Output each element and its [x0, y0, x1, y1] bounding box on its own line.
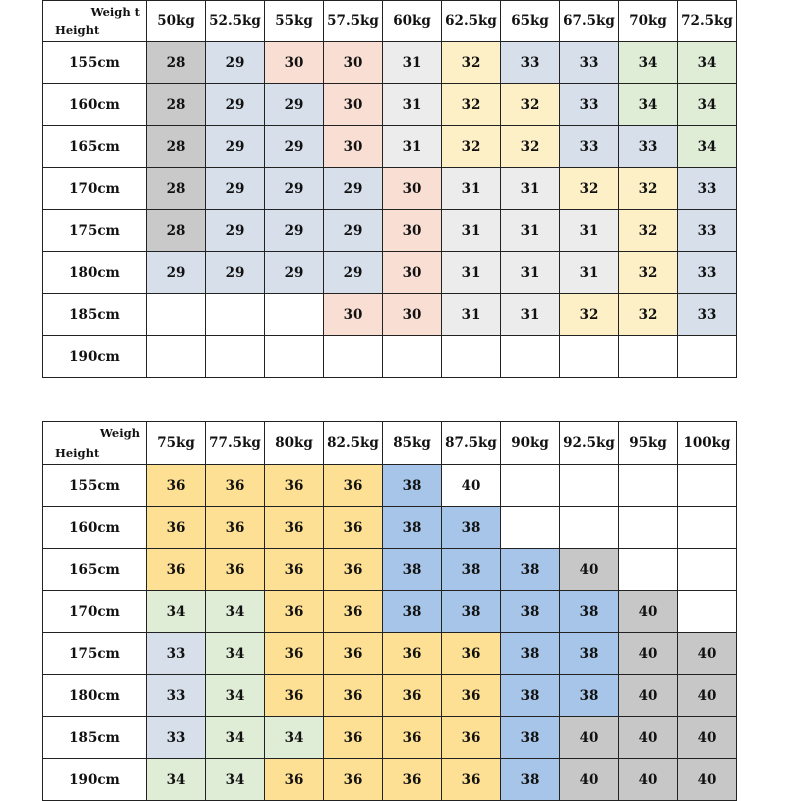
size-cell: 38: [560, 591, 619, 633]
size-cell: [678, 336, 737, 378]
table-row: [43, 294, 737, 336]
size-cell: 38: [560, 675, 619, 717]
weight-header: 95kg: [619, 422, 678, 465]
table-row: [43, 759, 737, 801]
table-row: [43, 42, 737, 84]
size-cell: [383, 336, 442, 378]
size-cell: 33: [560, 42, 619, 84]
size-cell: 31: [501, 210, 560, 252]
size-cell: 32: [619, 252, 678, 294]
size-cell: 38: [501, 549, 560, 591]
size-cell: 36: [265, 675, 324, 717]
size-cell: [619, 465, 678, 507]
table-row: [43, 252, 737, 294]
size-cell: 40: [560, 717, 619, 759]
table-row: [43, 126, 737, 168]
size-cell: 30: [383, 294, 442, 336]
size-cell: 38: [383, 549, 442, 591]
weight-header: 70kg: [619, 1, 678, 42]
size-cell: 31: [560, 210, 619, 252]
size-cell: 29: [206, 126, 265, 168]
size-cell: 34: [147, 591, 206, 633]
height-label: 180cm: [43, 252, 147, 294]
size-cell: 38: [501, 633, 560, 675]
size-cell: 28: [147, 84, 206, 126]
size-cell: [501, 465, 560, 507]
size-cell: 34: [619, 84, 678, 126]
size-cell: [501, 507, 560, 549]
size-cell: 36: [147, 465, 206, 507]
size-cell: 34: [678, 42, 737, 84]
size-cell: 29: [265, 168, 324, 210]
size-cell: 38: [383, 465, 442, 507]
weight-header: 72.5kg: [678, 1, 737, 42]
weight-header: 62.5kg: [442, 1, 501, 42]
size-cell: 34: [206, 717, 265, 759]
size-cell: 31: [560, 252, 619, 294]
size-cell: 32: [619, 168, 678, 210]
size-cell: 36: [206, 507, 265, 549]
size-cell: 36: [442, 675, 501, 717]
height-label: 180cm: [43, 675, 147, 717]
size-cell: 34: [206, 633, 265, 675]
weight-header: 75kg: [147, 422, 206, 465]
size-cell: 38: [442, 507, 501, 549]
table-row: [43, 210, 737, 252]
size-cell: 31: [383, 84, 442, 126]
size-cell: 31: [383, 126, 442, 168]
size-cell: 31: [383, 42, 442, 84]
size-cell: [560, 465, 619, 507]
size-cell: 36: [383, 717, 442, 759]
size-cell: [265, 294, 324, 336]
table-row: [43, 717, 737, 759]
weight-axis-label: Weigh t: [90, 5, 140, 19]
weight-header: 90kg: [501, 422, 560, 465]
size-cell: 30: [383, 168, 442, 210]
size-cell: 33: [619, 126, 678, 168]
size-cell: 34: [678, 126, 737, 168]
size-cell: 30: [383, 210, 442, 252]
size-cell: 36: [147, 549, 206, 591]
weight-header: 60kg: [383, 1, 442, 42]
size-cell: [324, 336, 383, 378]
size-cell: 32: [560, 168, 619, 210]
size-cell: 36: [324, 591, 383, 633]
size-cell: 32: [619, 294, 678, 336]
size-cell: 32: [619, 210, 678, 252]
weight-header: 52.5kg: [206, 1, 265, 42]
size-cell: 36: [265, 633, 324, 675]
size-cell: 36: [147, 507, 206, 549]
height-label: 160cm: [43, 84, 147, 126]
size-cell: [678, 507, 737, 549]
size-cell: [560, 336, 619, 378]
weight-header: 67.5kg: [560, 1, 619, 42]
weight-header: 100kg: [678, 422, 737, 465]
size-cell: [442, 336, 501, 378]
header-row: [43, 422, 737, 465]
corner-header: [43, 1, 147, 42]
size-cell: 40: [619, 675, 678, 717]
weight-header: 50kg: [147, 1, 206, 42]
size-cell: 29: [206, 252, 265, 294]
size-cell: 28: [147, 168, 206, 210]
size-cell: 31: [501, 168, 560, 210]
size-cell: 29: [324, 252, 383, 294]
size-cell: [619, 336, 678, 378]
size-cell: [678, 465, 737, 507]
size-table-bottom: [42, 421, 737, 801]
size-cell: 29: [265, 84, 324, 126]
table-row: [43, 336, 737, 378]
table-row: [43, 465, 737, 507]
header-row: [43, 1, 737, 42]
size-cell: 36: [265, 549, 324, 591]
size-cell: 31: [442, 294, 501, 336]
size-cell: 33: [560, 126, 619, 168]
size-cell: 31: [501, 252, 560, 294]
weight-header: 92.5kg: [560, 422, 619, 465]
weight-header: 55kg: [265, 1, 324, 42]
size-cell: 36: [383, 759, 442, 801]
size-cell: [206, 294, 265, 336]
size-cell: [619, 549, 678, 591]
size-cell: 29: [324, 210, 383, 252]
height-label: 185cm: [43, 294, 147, 336]
size-cell: [678, 549, 737, 591]
size-cell: 33: [678, 252, 737, 294]
size-cell: 32: [560, 294, 619, 336]
table-row: [43, 675, 737, 717]
size-cell: 36: [324, 549, 383, 591]
size-cell: [501, 336, 560, 378]
size-cell: 32: [501, 84, 560, 126]
size-cell: [619, 507, 678, 549]
size-cell: 40: [560, 549, 619, 591]
size-cell: 34: [678, 84, 737, 126]
size-cell: [147, 336, 206, 378]
size-cell: 36: [265, 465, 324, 507]
size-cell: [560, 507, 619, 549]
height-axis-label: Height: [55, 23, 100, 37]
size-cell: 36: [265, 507, 324, 549]
size-cell: 40: [619, 717, 678, 759]
size-cell: 36: [324, 507, 383, 549]
size-cell: 34: [147, 759, 206, 801]
size-cell: [147, 294, 206, 336]
size-cell: 33: [147, 675, 206, 717]
size-cell: 33: [147, 717, 206, 759]
size-cell: [206, 336, 265, 378]
size-cell: 36: [324, 633, 383, 675]
size-cell: 38: [501, 591, 560, 633]
height-label: 160cm: [43, 507, 147, 549]
size-cell: 36: [442, 717, 501, 759]
size-cell: 40: [619, 591, 678, 633]
size-cell: 36: [324, 465, 383, 507]
height-label: 165cm: [43, 126, 147, 168]
size-cell: 34: [265, 717, 324, 759]
height-label: 155cm: [43, 42, 147, 84]
weight-header: 82.5kg: [324, 422, 383, 465]
weight-axis-label: Weigh: [99, 426, 140, 440]
size-cell: 28: [147, 210, 206, 252]
size-cell: 32: [442, 126, 501, 168]
table-row: [43, 84, 737, 126]
size-cell: 34: [206, 675, 265, 717]
size-cell: 30: [324, 294, 383, 336]
weight-header: 80kg: [265, 422, 324, 465]
weight-header: 85kg: [383, 422, 442, 465]
size-cell: 40: [619, 759, 678, 801]
size-cell: 40: [678, 633, 737, 675]
size-cell: 38: [560, 633, 619, 675]
size-cell: 40: [678, 717, 737, 759]
size-cell: 29: [206, 42, 265, 84]
weight-header: 65kg: [501, 1, 560, 42]
corner-header: [43, 422, 147, 465]
size-cell: [678, 591, 737, 633]
size-cell: 32: [442, 84, 501, 126]
size-cell: 38: [383, 591, 442, 633]
weight-header: 77.5kg: [206, 422, 265, 465]
table-row: [43, 507, 737, 549]
table-row: [43, 633, 737, 675]
size-cell: 38: [501, 759, 560, 801]
size-cell: 38: [442, 591, 501, 633]
size-cell: 40: [619, 633, 678, 675]
height-label: 190cm: [43, 759, 147, 801]
size-cell: 30: [265, 42, 324, 84]
size-cell: 31: [442, 252, 501, 294]
size-cell: 33: [678, 168, 737, 210]
size-cell: 29: [265, 126, 324, 168]
size-cell: 38: [501, 675, 560, 717]
size-cell: 28: [147, 126, 206, 168]
size-cell: 36: [206, 549, 265, 591]
size-cell: 29: [265, 210, 324, 252]
height-label: 155cm: [43, 465, 147, 507]
height-label: 185cm: [43, 717, 147, 759]
weight-header: 87.5kg: [442, 422, 501, 465]
size-cell: 40: [678, 759, 737, 801]
size-cell: 38: [501, 717, 560, 759]
height-label: 175cm: [43, 633, 147, 675]
height-label: 175cm: [43, 210, 147, 252]
height-axis-label: Height: [55, 446, 100, 460]
size-cell: 36: [383, 675, 442, 717]
height-label: 170cm: [43, 168, 147, 210]
size-cell: 36: [442, 759, 501, 801]
size-cell: 29: [206, 210, 265, 252]
size-cell: 28: [147, 42, 206, 84]
size-cell: 29: [265, 252, 324, 294]
size-cell: 36: [265, 591, 324, 633]
size-cell: 36: [324, 759, 383, 801]
size-cell: 36: [206, 465, 265, 507]
size-cell: 34: [206, 759, 265, 801]
size-cell: 31: [442, 168, 501, 210]
size-cell: 29: [324, 168, 383, 210]
size-cell: 36: [324, 717, 383, 759]
height-label: 190cm: [43, 336, 147, 378]
size-cell: 38: [383, 507, 442, 549]
size-cell: 38: [442, 549, 501, 591]
size-cell: 36: [265, 759, 324, 801]
size-cell: 33: [678, 210, 737, 252]
size-cell: 34: [619, 42, 678, 84]
height-label: 165cm: [43, 549, 147, 591]
size-cell: 30: [324, 84, 383, 126]
size-cell: 31: [442, 210, 501, 252]
size-cell: 40: [560, 759, 619, 801]
table-row: [43, 591, 737, 633]
height-label: 170cm: [43, 591, 147, 633]
size-cell: 29: [206, 84, 265, 126]
size-cell: 30: [324, 42, 383, 84]
size-cell: 29: [206, 168, 265, 210]
size-cell: 32: [501, 126, 560, 168]
weight-header: 57.5kg: [324, 1, 383, 42]
size-cell: 40: [678, 675, 737, 717]
size-cell: 36: [383, 633, 442, 675]
table-row: [43, 168, 737, 210]
table-row: [43, 549, 737, 591]
size-cell: 33: [560, 84, 619, 126]
size-cell: 33: [678, 294, 737, 336]
size-cell: 32: [442, 42, 501, 84]
size-cell: 34: [206, 591, 265, 633]
size-cell: 31: [501, 294, 560, 336]
size-cell: 40: [442, 465, 501, 507]
size-cell: 29: [147, 252, 206, 294]
size-cell: 33: [501, 42, 560, 84]
size-cell: [265, 336, 324, 378]
size-table-top: [42, 0, 737, 378]
size-cell: 33: [147, 633, 206, 675]
size-cell: 36: [324, 675, 383, 717]
size-cell: 36: [442, 633, 501, 675]
size-cell: 30: [383, 252, 442, 294]
size-cell: 30: [324, 126, 383, 168]
